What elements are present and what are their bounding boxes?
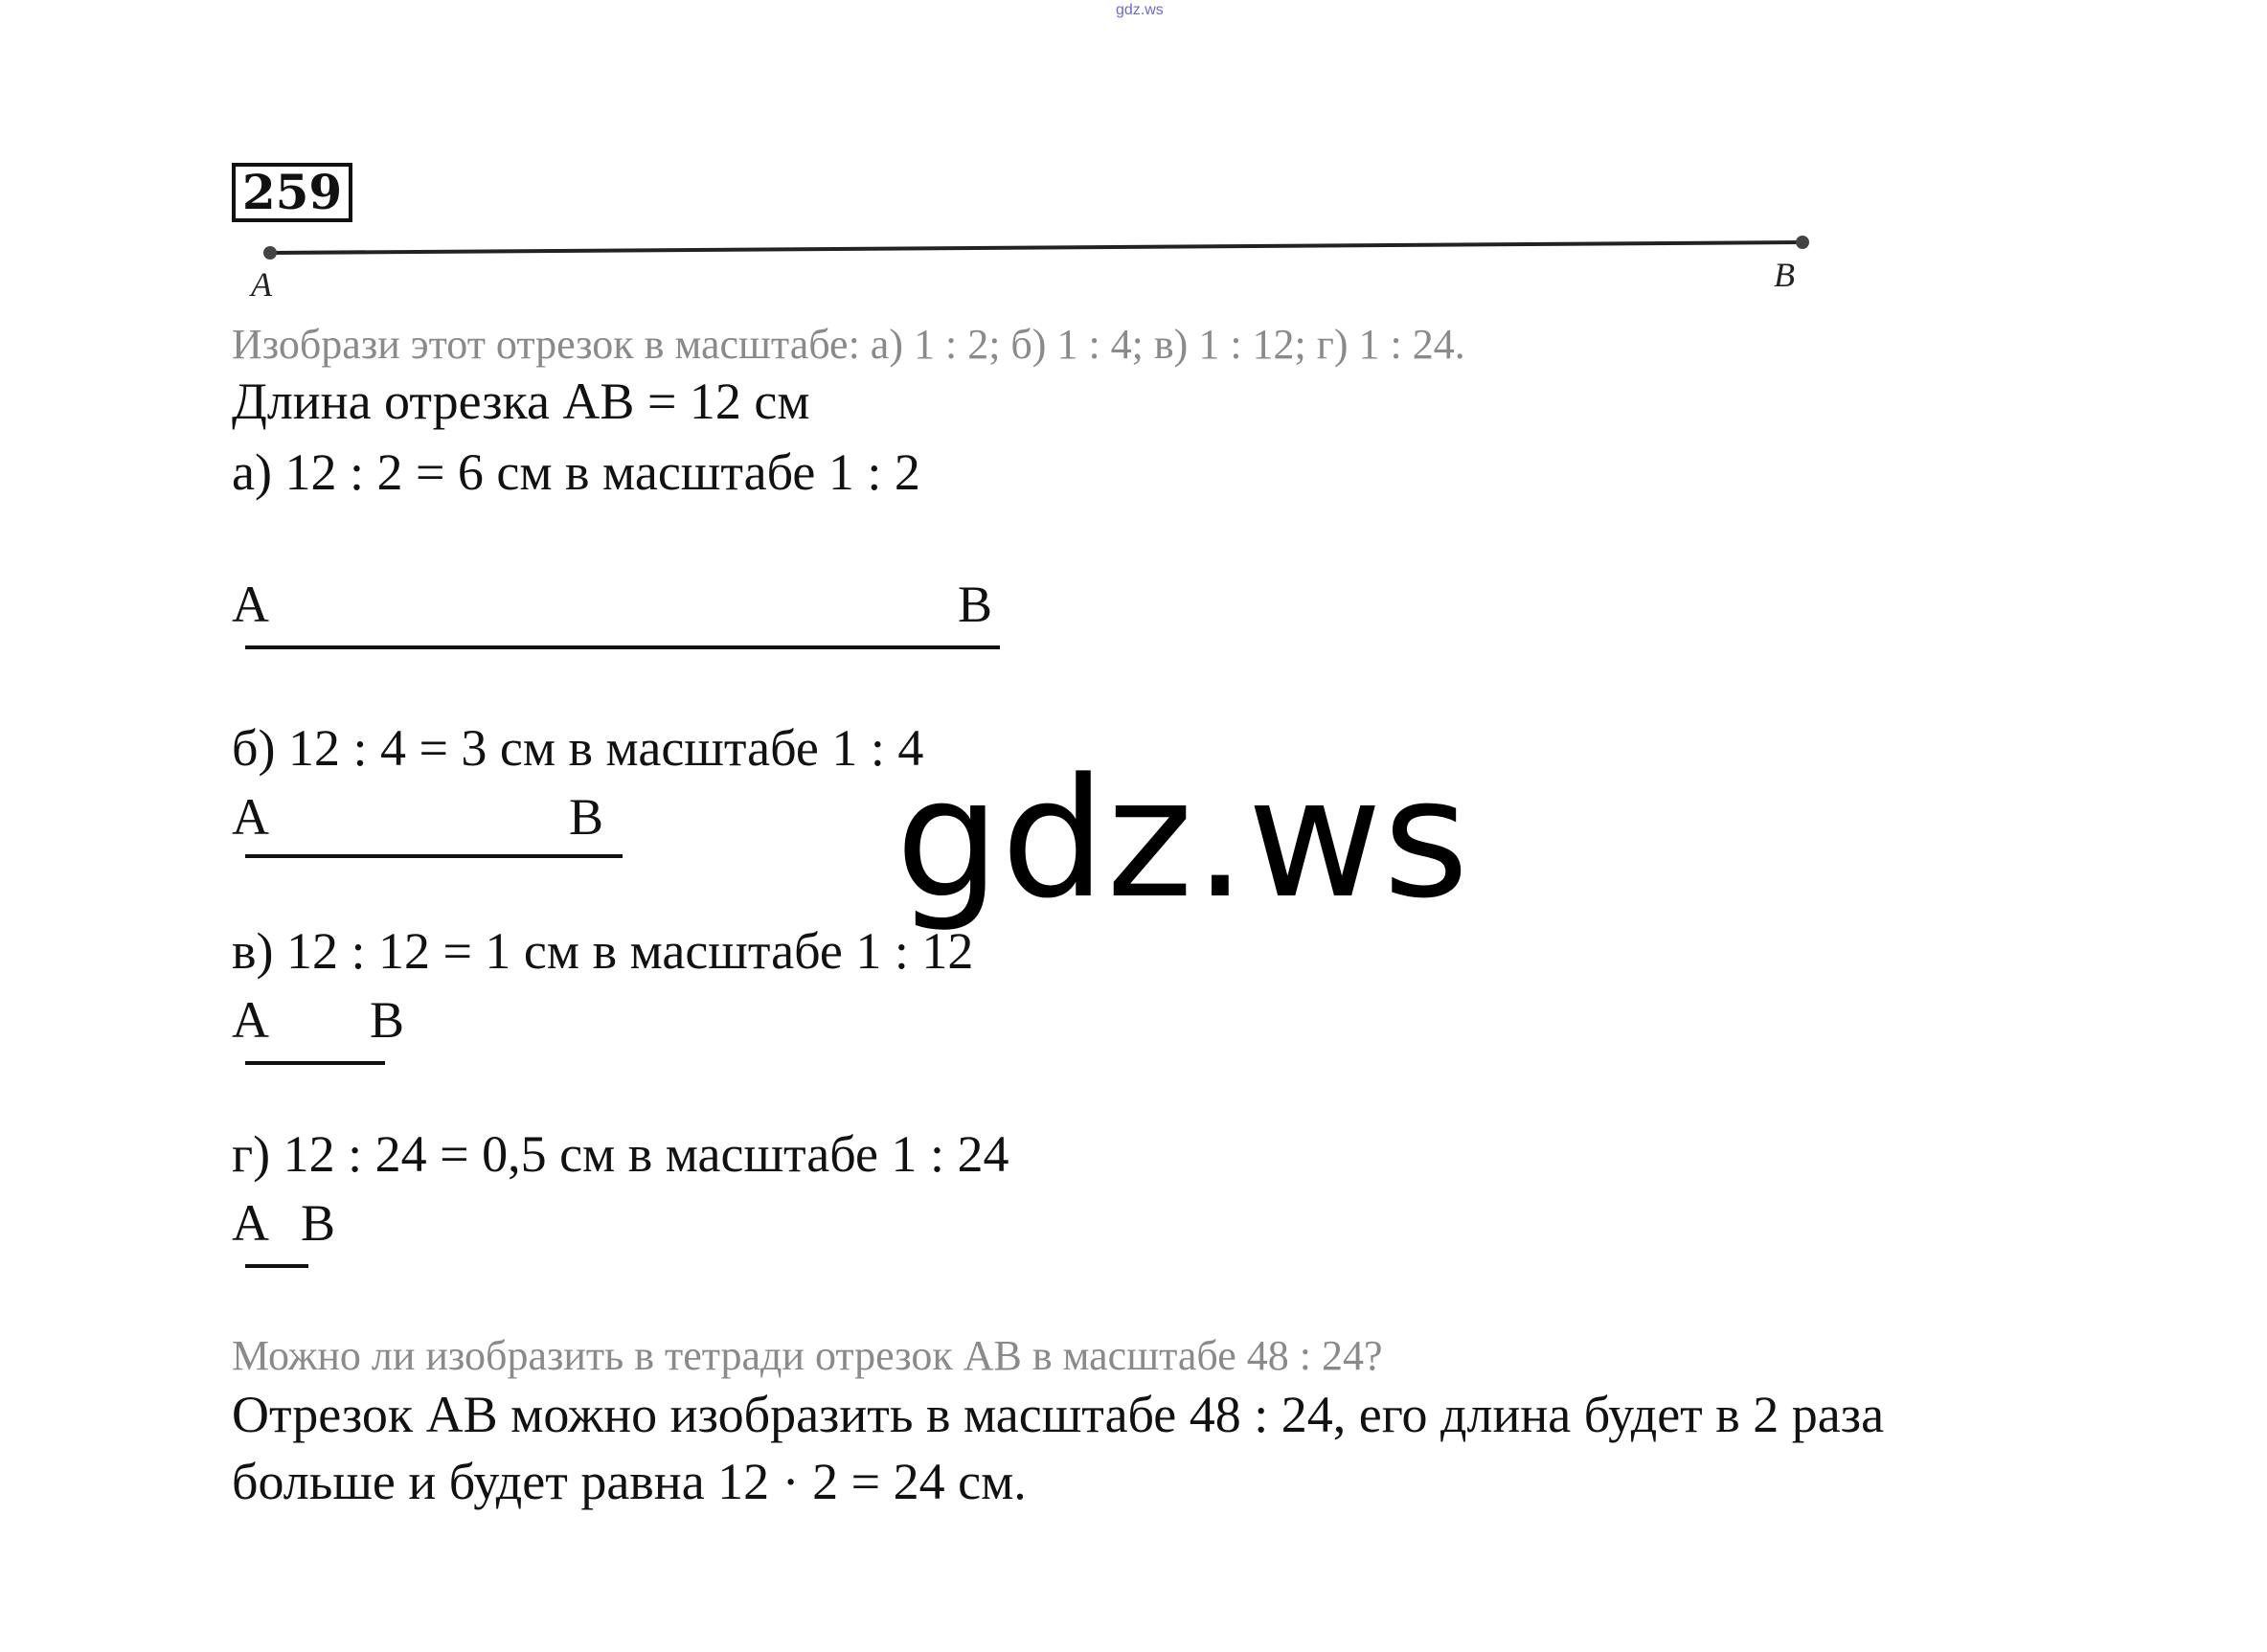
conclusion-line-2: больше и будет равна 12 · 2 = 24 см. xyxy=(232,1453,1027,1510)
part-b-calculation: б) 12 : 4 = 3 см в масштабе 1 : 4 xyxy=(232,719,924,777)
task-question-2: Можно ли изобразить в тетради отрезок АВ в масштабе 48 : 24? xyxy=(232,1332,1383,1379)
problem-number: 259 xyxy=(232,163,352,222)
part-a-calculation: а) 12 : 2 = 6 см в масштабе 1 : 2 xyxy=(232,443,920,501)
top-watermark: gdz.ws xyxy=(1116,2,1164,18)
part-a-point-b-label: B xyxy=(958,576,993,633)
watermark-logo: gdz.ws xyxy=(895,742,1470,935)
part-b-segment xyxy=(245,854,623,858)
segment-length-text: Длина отрезка АВ = 12 см xyxy=(232,373,810,430)
part-b-point-a-label: A xyxy=(232,788,269,846)
given-point-b-label: B xyxy=(1774,256,1795,294)
part-c-segment xyxy=(245,1061,385,1065)
part-c-point-b-label: B xyxy=(370,991,405,1049)
part-a-segment xyxy=(245,645,1000,649)
part-d-point-a-label: A xyxy=(232,1194,269,1252)
part-a-point-a-label: A xyxy=(232,576,269,633)
part-d-point-b-label: B xyxy=(301,1194,336,1252)
given-segment xyxy=(239,222,1829,260)
given-segment-line xyxy=(270,242,1802,253)
point-b-dot xyxy=(1796,236,1809,249)
part-d-segment xyxy=(245,1264,308,1268)
part-d-calculation: г) 12 : 24 = 0,5 см в масштабе 1 : 24 xyxy=(232,1125,1009,1183)
part-c-calculation: в) 12 : 12 = 1 см в масштабе 1 : 12 xyxy=(232,922,974,980)
part-c-point-a-label: A xyxy=(232,991,269,1049)
task-question-1: Изобрази этот отрезок в масштабе: а) 1 : 2; б) 1 : 4; в) 1 : 12; г) 1 : 24. xyxy=(232,321,1465,368)
given-point-a-label: A xyxy=(251,265,272,304)
point-a-dot xyxy=(263,246,277,260)
conclusion-line-1: Отрезок АВ можно изобразить в масштабе 48 : 24, его длина будет в 2 раза xyxy=(232,1386,1885,1443)
part-b-point-b-label: B xyxy=(569,788,604,846)
